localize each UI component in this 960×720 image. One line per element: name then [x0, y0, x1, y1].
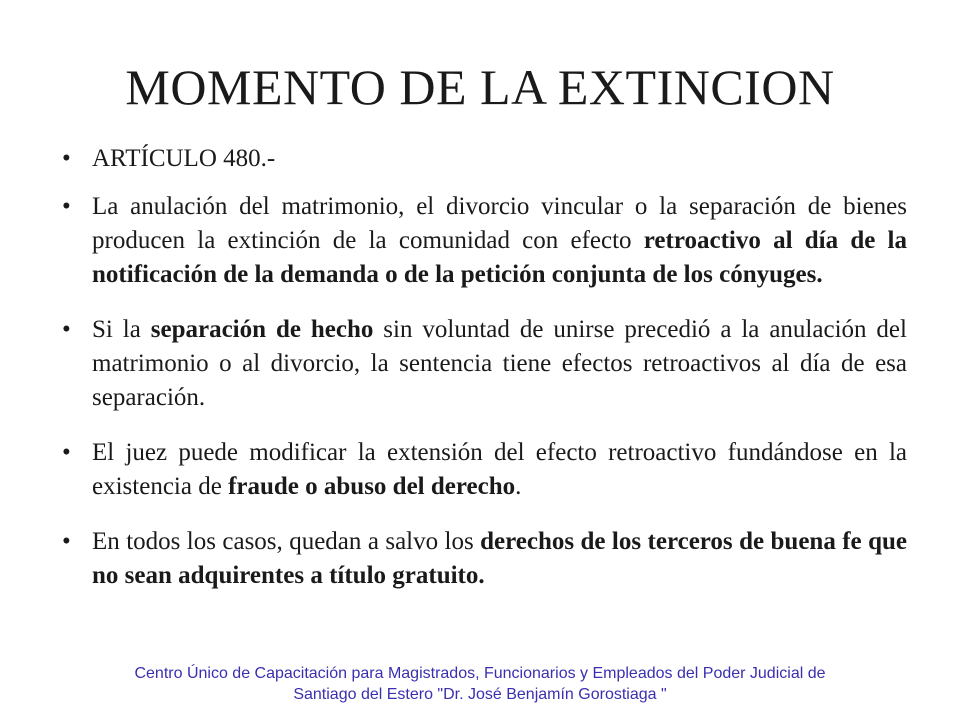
bullet-list — [62, 142, 907, 614]
bullet-item-annulment — [62, 190, 907, 292]
bullet-item-third-parties — [62, 525, 907, 593]
bullet-icon: • — [62, 316, 71, 343]
slide-title: MOMENTO DE LA EXTINCION — [125, 59, 835, 115]
bullet-bold-text: derechos de los terceros de buena fe que no sean adquirentes a título gratuito. — [92, 528, 907, 589]
bullet-text: Si la — [92, 316, 151, 343]
bullet-icon: • — [62, 145, 71, 172]
footer — [40, 663, 920, 705]
bullet-text: En todos los casos, quedan a salvo los — [92, 528, 481, 555]
bullet-item-judge — [62, 436, 907, 504]
bullet-text: ARTÍCULO 480.- — [92, 145, 276, 172]
bullet-icon: • — [62, 528, 71, 555]
bullet-item-separation — [62, 313, 907, 415]
bullet-icon: • — [62, 193, 71, 220]
footer-line-1: Centro Único de Capacitación para Magistrados, Funcionarios y Empleados del Poder Judicial de — [134, 665, 826, 682]
bullet-text: El juez puede modificar la extensión del efecto retroactivo fundándose en la existencia de — [92, 439, 907, 500]
bullet-bold-text: separación de hecho — [150, 316, 374, 343]
bullet-icon: • — [62, 439, 71, 466]
bullet-text: . — [515, 473, 522, 500]
bullet-bold-text: retroactivo al día de la notificación de la demanda o de la petición conjunta de los cónyuges. — [92, 227, 908, 288]
bullet-text: sin voluntad de unirse precedió a la anulación del matrimonio o al divorcio, la sentencia tiene efectos retroactivos al día de esa separación. — [92, 316, 907, 411]
bullet-item-article — [62, 142, 907, 176]
bullet-bold-text: fraude o abuso del derecho — [228, 473, 516, 500]
bullet-text: La anulación del matrimonio, el divorcio vincular o la separación de bienes producen la extinción de la comunidad con efecto — [92, 193, 907, 254]
footer-line-2: Santiago del Estero "Dr. José Benjamín Gorostiaga " — [293, 686, 667, 703]
